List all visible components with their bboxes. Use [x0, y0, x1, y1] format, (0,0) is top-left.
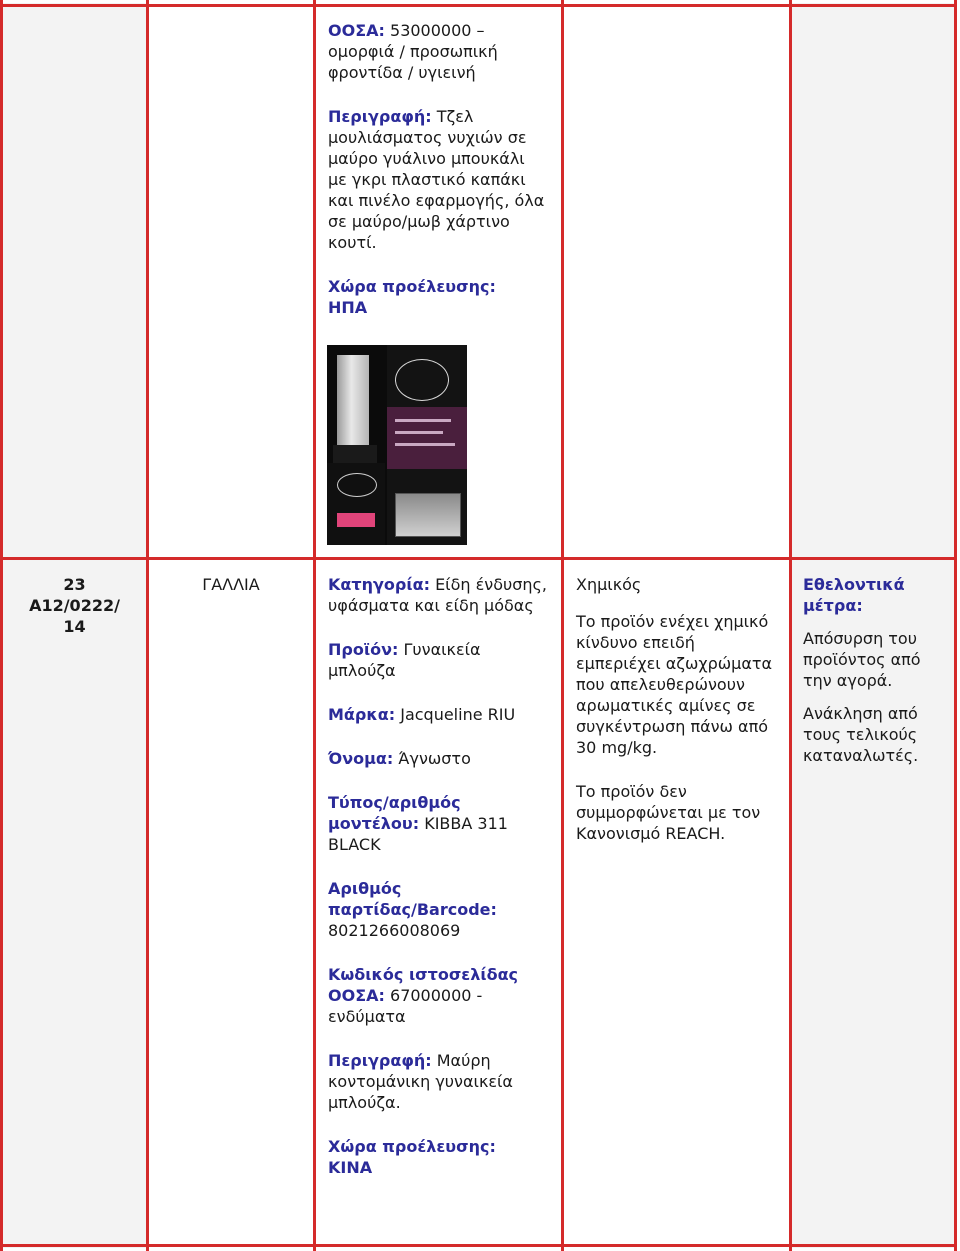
web-code-label: Κωδικός ιστοσελίδας ΟΟΣΑ: — [328, 965, 519, 1005]
model-paragraph — [328, 792, 550, 855]
origin-value: ΗΠΑ — [328, 298, 368, 317]
barcode-paragraph — [328, 878, 550, 941]
category-code-label: ΟΟΣΑ: — [328, 21, 385, 40]
web-code-paragraph — [328, 964, 550, 1027]
brand-paragraph — [328, 704, 550, 725]
origin-label: Χώρα προέλευσης: — [328, 1137, 496, 1156]
print-line — [395, 431, 443, 434]
name-value: Άγνωστο — [398, 749, 471, 768]
upper-details-cell — [328, 20, 548, 341]
print-line — [395, 443, 455, 446]
description-paragraph — [328, 1050, 550, 1113]
origin-paragraph — [328, 1136, 550, 1178]
box-window-shape — [395, 493, 461, 537]
grid-line — [789, 0, 792, 1251]
risk-type: Χημικός — [576, 575, 642, 594]
measures-label: Εθελοντικά μέτρα: — [803, 575, 905, 615]
barcode-label: Αριθμός παρτίδας/Barcode: — [328, 879, 497, 919]
notifying-country-cell — [152, 574, 310, 595]
grid-line — [0, 0, 3, 1251]
box-back-shape — [387, 345, 467, 545]
product-photo — [327, 345, 467, 545]
row-reference: A12/0222/ 14 — [29, 596, 120, 636]
origin-value: ΚΙΝΑ — [328, 1158, 373, 1177]
row-number-cell — [6, 574, 143, 637]
purple-band-shape — [387, 407, 467, 469]
category-label: Κατηγορία: — [328, 575, 430, 594]
grid-line — [0, 1244, 957, 1247]
bottle-shape — [337, 355, 369, 450]
origin-label: Χώρα προέλευσης: — [328, 277, 496, 296]
row-number: 23 — [63, 575, 86, 594]
risk-cell — [576, 574, 778, 867]
risk-text-2: Το προϊόν δεν συμμορφώνεται με τον Κανονισμό REACH. — [576, 782, 761, 843]
product-value: Γυναικεία μπλούζα — [328, 640, 481, 680]
print-line — [395, 419, 451, 422]
pink-label-shape — [337, 513, 375, 527]
brand-value: Jacqueline RIU — [400, 705, 516, 724]
web-code-value: 67000000 - ενδύματα — [328, 986, 483, 1026]
product-details-cell — [328, 574, 550, 1201]
brand-label: Μάρκα: — [328, 705, 396, 724]
grid-line — [0, 557, 957, 560]
grid-line — [313, 0, 316, 1251]
notifying-country: ΓΑΛΛΙΑ — [202, 575, 260, 594]
risk-text-1: Το προϊόν ενέχει χημικό κίνδυνο επειδή εμπεριέχει αζωχρώματα που απελευθερώνουν αρωματικές αμίνες σε συγκέντρωση πάνω από 30 mg/kg. — [576, 612, 773, 757]
model-value: KIBBA 311 BLACK — [328, 814, 508, 854]
description-label: Περιγραφή: — [328, 1051, 432, 1070]
box-front-shape — [327, 463, 385, 545]
origin-paragraph — [328, 276, 548, 318]
name-paragraph — [328, 748, 550, 769]
description-value: Μαύρη κοντομάνικη γυναικεία μπλούζα. — [328, 1051, 513, 1112]
category-code-value: 53000000 – ομορφιά / προσωπική φροντίδα / υγιεινή — [328, 21, 498, 82]
brand-logo-icon — [337, 473, 377, 497]
category-value: Είδη ένδυσης, υφάσματα και είδη μόδας — [328, 575, 547, 615]
bottle-cap-shape — [333, 445, 377, 463]
grid-line — [561, 0, 564, 1251]
measure-2: Ανάκληση από τους τελικούς καταναλωτές. — [803, 704, 919, 765]
grid-line — [954, 0, 957, 1251]
category-code-paragraph — [328, 20, 548, 83]
description-paragraph — [328, 106, 548, 253]
name-label: Όνομα: — [328, 749, 394, 768]
grid-line — [146, 0, 149, 1251]
product-label: Προϊόν: — [328, 640, 399, 659]
brand-logo-icon — [395, 359, 449, 401]
measure-1: Απόσυρση του προϊόντος από την αγορά. — [803, 629, 921, 690]
measures-cell — [803, 574, 947, 789]
category-paragraph — [328, 574, 550, 616]
grid-line — [0, 4, 957, 7]
barcode-value: 8021266008069 — [328, 921, 461, 940]
model-label: Τύπος/αριθμός μοντέλου: — [328, 793, 461, 833]
description-label: Περιγραφή: — [328, 107, 432, 126]
description-value: Τζελ μουλιάσματος νυχιών σε μαύρο γυάλινο μπουκάλι με γκρι πλαστικό καπάκι και πινέλο εφαρμογής, όλα σε μαύρο/μωβ χάρτινο κουτί. — [328, 107, 545, 252]
product-paragraph — [328, 639, 550, 681]
